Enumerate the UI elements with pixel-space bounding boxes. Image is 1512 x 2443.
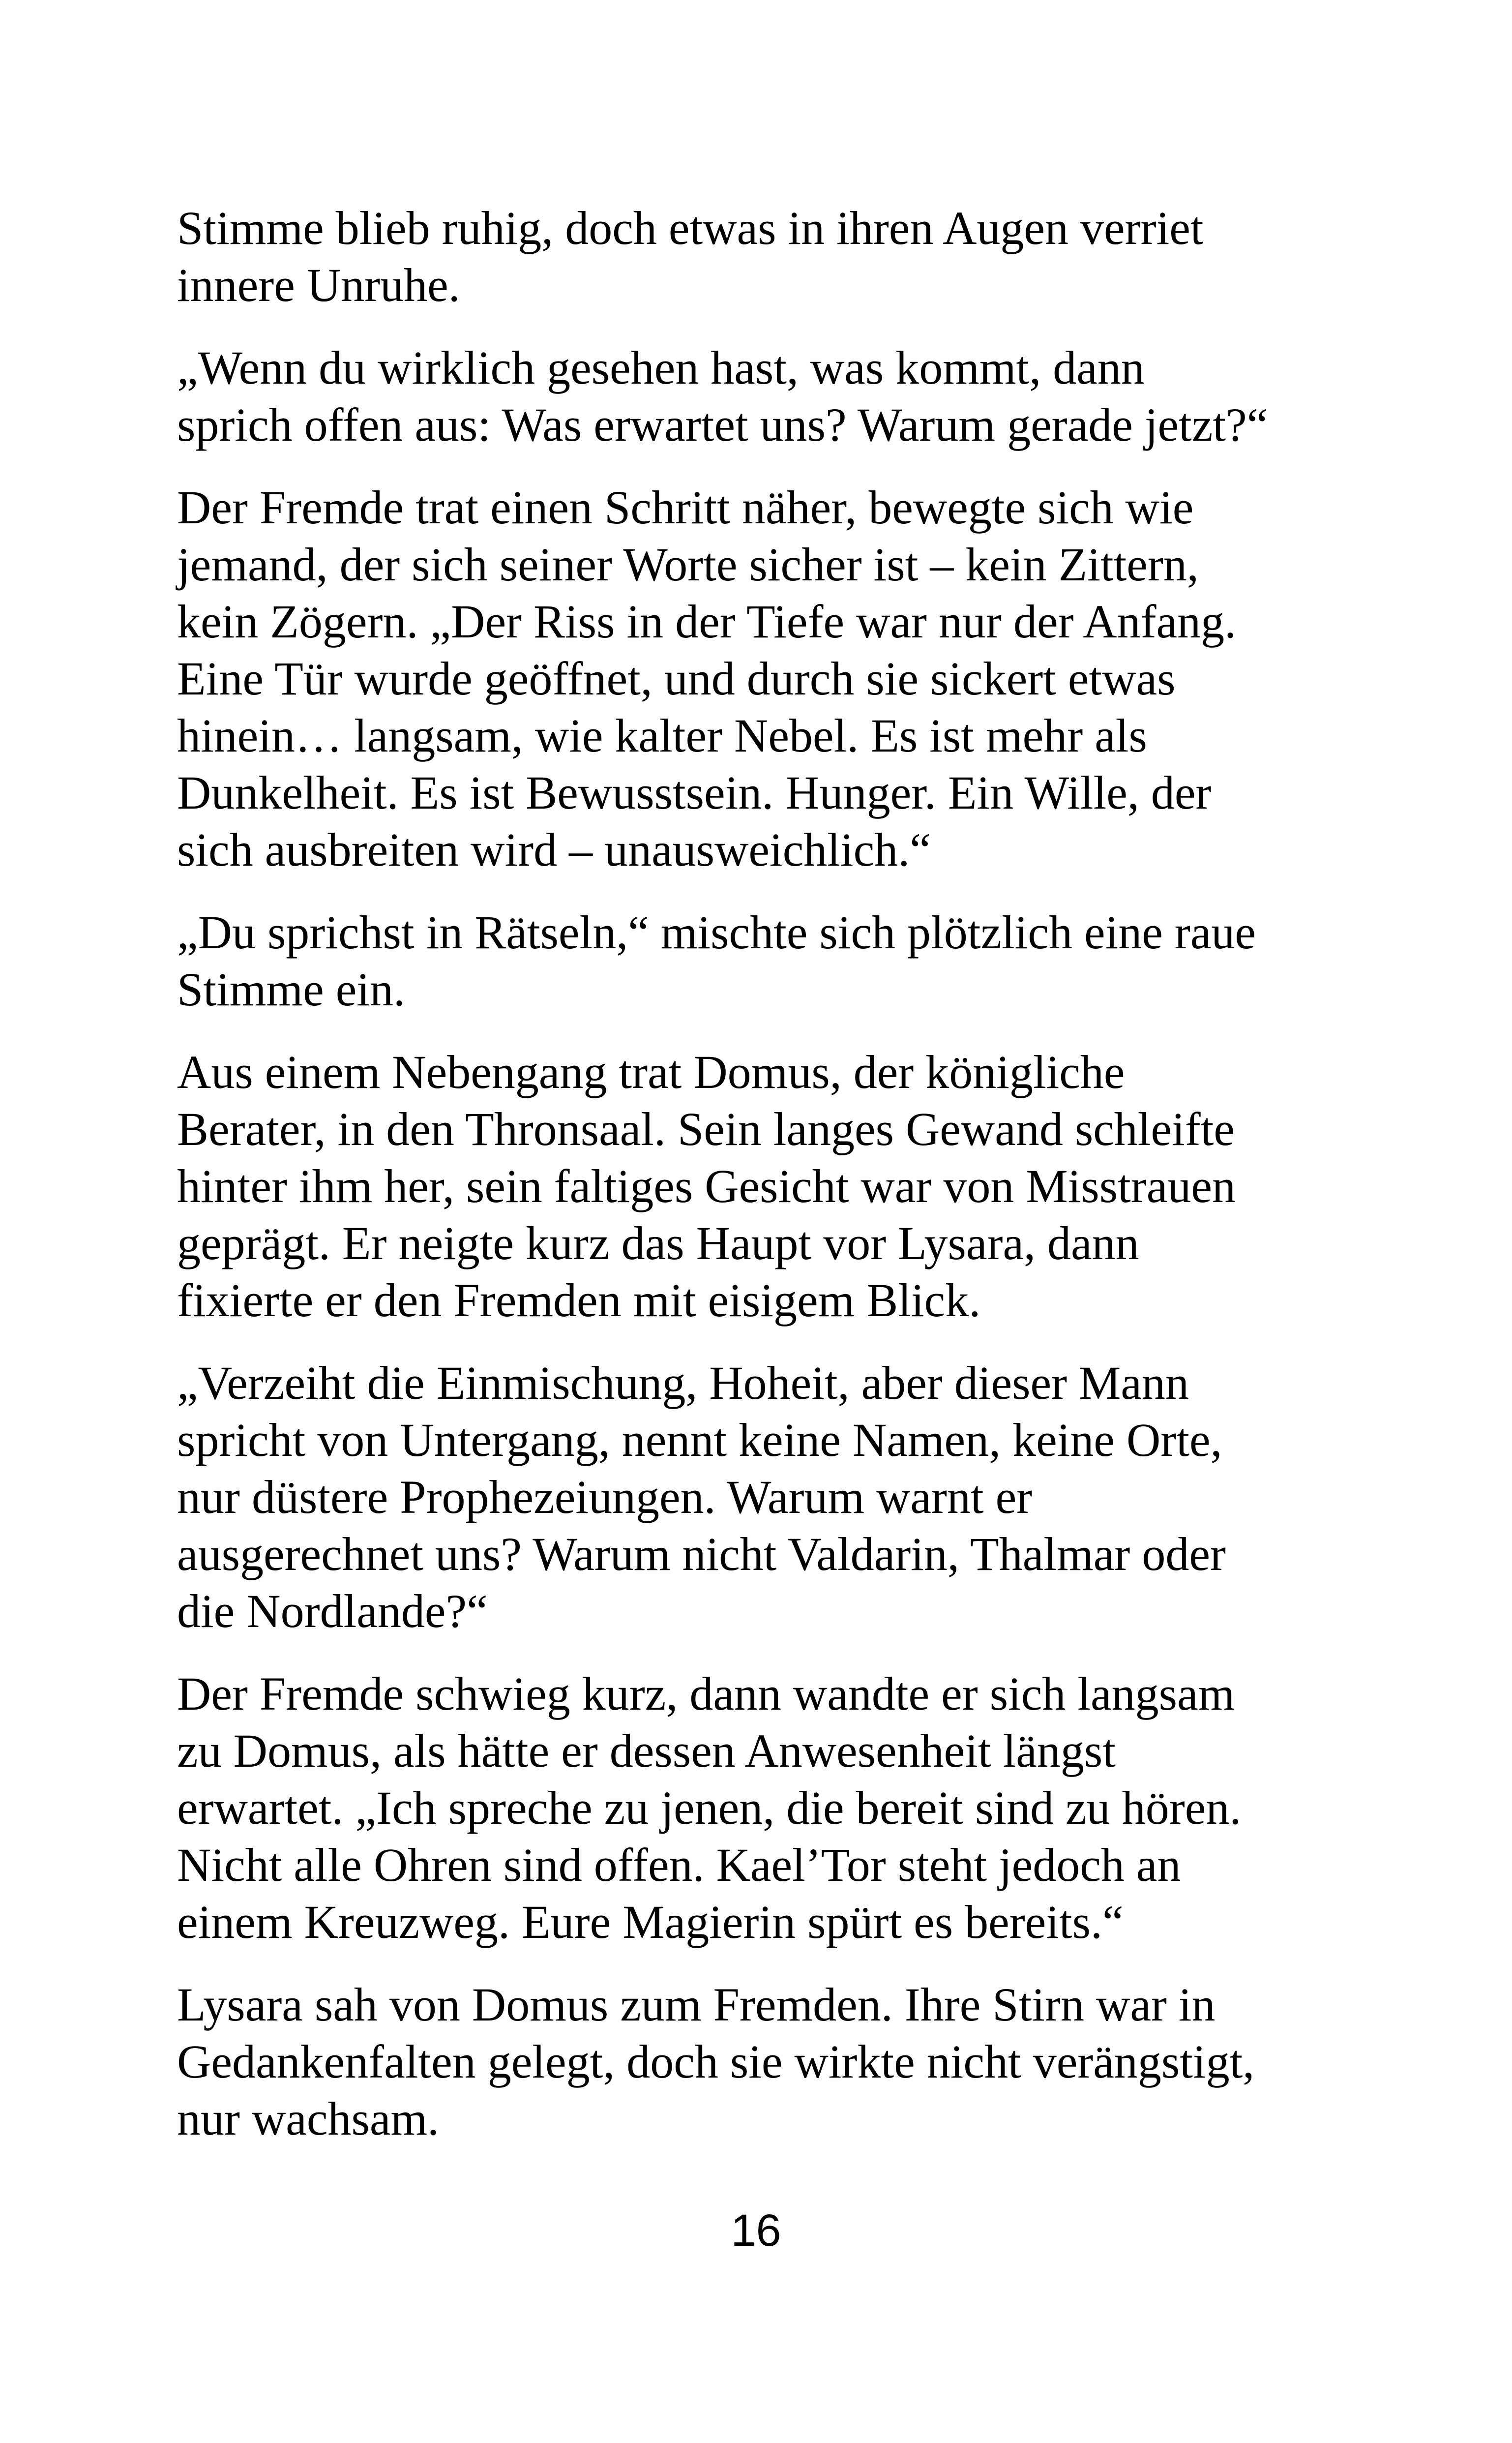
paragraph-6: „Verzeiht die Einmischung, Hoheit, aber dieser Mann spricht von Untergang, nennt keine Namen, keine Orte, nur düstere Prophezeiungen. Warum warnt er ausgerechnet uns? Warum nicht Valdarin, Thalmar oder die Nordlande?“	[177, 1357, 1226, 1637]
paragraph-2: „Wenn du wirklich gesehen hast, was kommt, dann sprich offen aus: Was erwartet uns? Warum gerade jetzt?“	[177, 341, 1268, 451]
body-text	[177, 200, 1347, 2173]
page-number: 16	[731, 2205, 781, 2256]
paragraph-3: Der Fremde trat einen Schritt näher, bewegte sich wie jemand, der sich seiner Worte sicher ist – kein Zittern, kein Zögern. „Der Riss in der Tiefe war nur der Anfang. Eine Tür wurde geöffnet, und durch sie sickert etwas hinein… langsam, wie kalter Nebel. Es ist mehr als Dunkelheit. Es ist Bewusstsein. Hunger. Ein Wille, der sich ausbreiten wird – unausweichlich.“	[177, 481, 1237, 876]
paragraph-7: Der Fremde schwieg kurz, dann wandte er sich langsam zu Domus, als hätte er dessen Anwesenheit längst erwartet. „Ich spreche zu jenen, die bereit sind zu hören. Nicht alle Ohren sind offen. Kael’Tor steht jedoch an einem Kreuzweg. Eure Magierin spürt es bereits.“	[177, 1667, 1242, 1948]
paragraph-8: Lysara sah von Domus zum Fremden. Ihre Stirn war in Gedankenfalten gelegt, doch sie wirkte nicht verängstigt, nur wachsam.	[177, 1978, 1255, 2145]
paragraph-5: Aus einem Nebengang trat Domus, der königliche Berater, in den Thronsaal. Sein langes Gewand schleifte hinter ihm her, sein faltiges Gesicht war von Misstrauen geprägt. Er neigte kurz das Haupt vor Lysara, dann fixierte er den Fremden mit eisigem Blick.	[177, 1046, 1236, 1327]
paragraph-1: Stimme blieb ruhig, doch etwas in ihren Augen verriet innere Unruhe.	[177, 202, 1204, 311]
paragraph-4: „Du sprichst in Rätseln,“ mischte sich plötzlich eine raue Stimme ein.	[177, 906, 1256, 1016]
